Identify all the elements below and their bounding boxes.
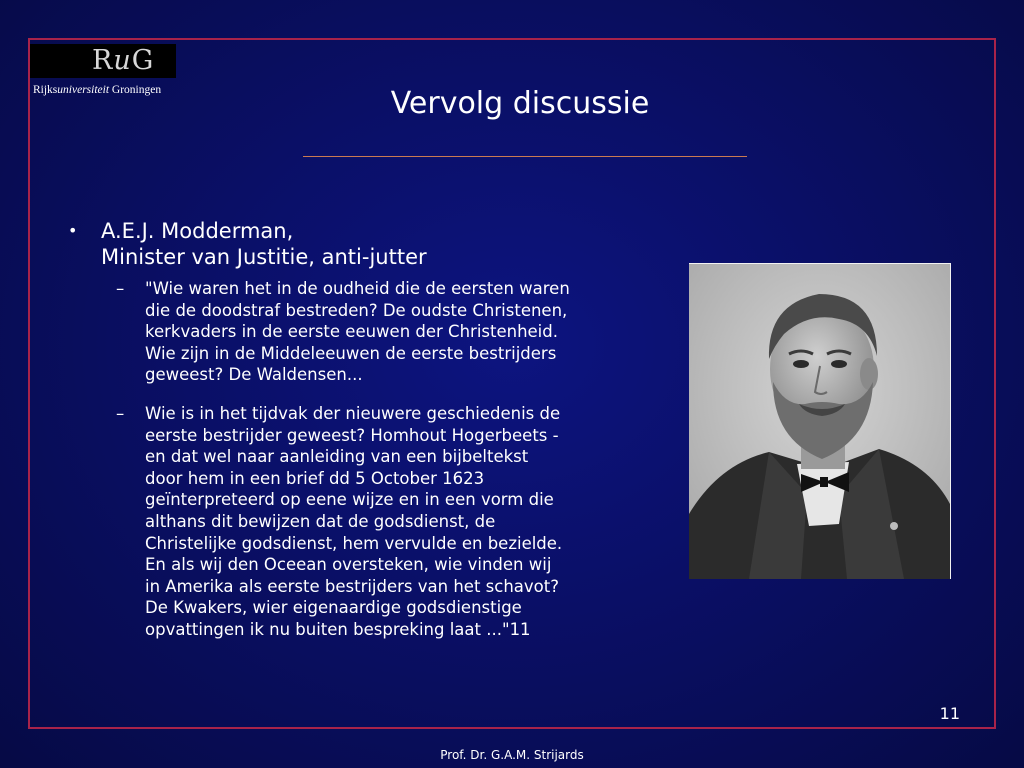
quote-line: Wie is in het tijdvak der nieuwere geschiedenis de (145, 404, 561, 423)
frame-right-line (994, 38, 996, 729)
quote-line: opvattingen ik nu buiten bespreking laat ..."11 (145, 619, 531, 639)
quote-line: door hem in een brief dd 5 October 1623 (145, 468, 485, 488)
sub-bullet-quote-2 (116, 403, 646, 641)
quote-line: En als wij den Oceean oversteken, wie vinden wij (145, 555, 552, 575)
main-bullet (68, 218, 668, 270)
frame-left-line (28, 38, 30, 729)
sub-bullet-marker: – (116, 279, 125, 298)
sub-bullet-marker: – (116, 404, 125, 423)
quote-line: en dat wel naar aanleiding van een bijbeltekst (145, 447, 529, 467)
bullet-marker: • (68, 221, 78, 240)
quote-line: geweest? De Waldensen... (145, 365, 363, 385)
university-name: Rijksuniversiteit Groningen (33, 84, 162, 96)
page-number: 11 (939, 704, 960, 723)
frame-top-line (28, 38, 996, 40)
portrait-illustration (689, 264, 950, 579)
quote-line: eerste bestrijder geweest? Homhout Hogerbeets - (145, 425, 559, 445)
bullet-line-role: Minister van Justitie, anti-jutter (101, 245, 427, 269)
footer-author: Prof. Dr. G.A.M. Strijards (440, 748, 584, 762)
quote-line: Christelijke godsdienst, hem vervulde en bezielde. (145, 533, 563, 553)
quote-line: kerkvaders in de eerste eeuwen der Christenheid. (145, 322, 558, 342)
sub-bullet-quote-1 (116, 278, 646, 386)
bullet-line-name: A.E.J. Modderman, (101, 219, 294, 243)
quote-line: De Kwakers, wier eigenaardige godsdienstige (145, 598, 522, 618)
quote-line: althans dit bewijzen dat de godsdienst, de (145, 511, 496, 531)
quote-line: Wie zijn in de Middeleeuwen de eerste bestrijders (145, 343, 557, 363)
portrait-photo (689, 263, 951, 579)
quote-line: in Amerika als eerste bestrijders van het schavot? (145, 576, 559, 596)
quote-line: geïnterpreteerd op eene wijze en in een vorm die (145, 490, 554, 510)
university-logo-mark: RuG (92, 45, 155, 76)
quote-line: die de doodstraf bestreden? De oudste Christenen, (145, 300, 568, 320)
quote-line: "Wie waren het in de oudheid die de eersten waren (145, 279, 570, 298)
title-divider (303, 156, 747, 157)
frame-bottom-line (28, 727, 996, 729)
slide-title: Vervolg discussie (390, 86, 650, 121)
